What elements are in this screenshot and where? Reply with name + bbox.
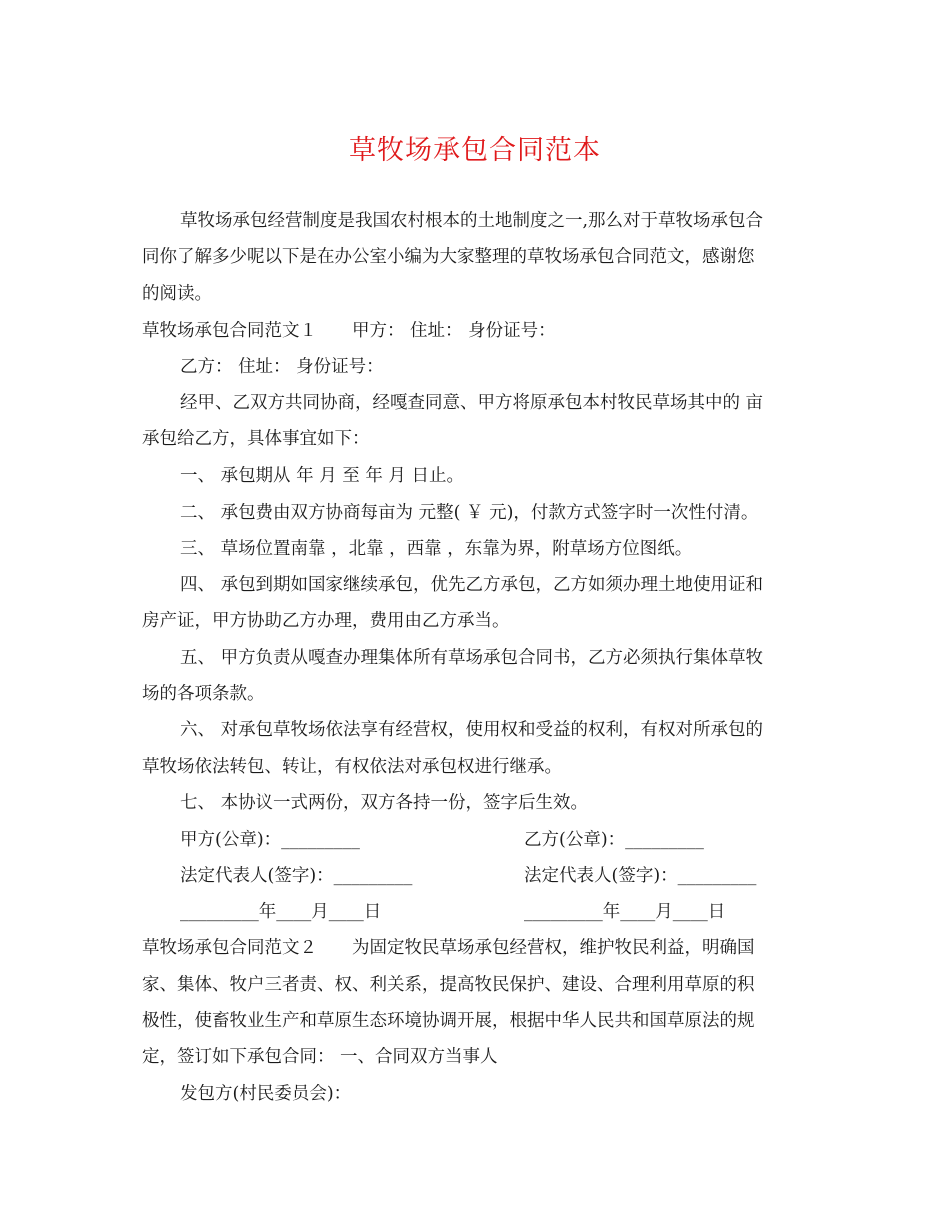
section2-line: 发包方(村民委员会)： [180, 1084, 352, 1104]
section1-heading: 草牧场承包合同范文１ 甲方： 住址： 身份证号： [142, 321, 556, 341]
paragraph-line: 经甲、乙双方共同协商，经嘎查同意、甲方将原承包本村牧民草场其中的 亩 [180, 393, 764, 413]
party-b-representative: 法定代表人(签字)：_________ [524, 866, 757, 886]
party-b-date: _________年____月____日 [524, 902, 726, 922]
party-a-representative: 法定代表人(签字)：_________ [180, 866, 413, 886]
party-a-date: _________年____月____日 [180, 902, 382, 922]
party-b-line: 乙方： 住址： 身份证号： [180, 357, 384, 377]
party-b-seal: 乙方(公章)：_________ [524, 830, 704, 850]
section2-line: 定，签订如下承包合同： 一、合同双方当事人 [142, 1047, 498, 1067]
clause-item: 六、 对承包草牧场依法享有经营权，使用权和受益的权利，有权对所承包的 [180, 720, 764, 740]
section2-line: 家、集体、牧户三者责、权、利关系，提高牧民保护、建设、合理利用草原的积 [142, 975, 755, 995]
intro-line: 草牧场承包经营制度是我国农村根本的土地制度之一,那么对于草牧场承包合 [180, 211, 764, 231]
clause-item: 五、 甲方负责从嘎查办理集体所有草场承包合同书，乙方必须执行集体草牧 [180, 648, 764, 668]
clause-item: 七、 本协议一式两份，双方各持一份，签字后生效。 [180, 793, 589, 813]
paragraph-line: 承包给乙方，具体事宜如下： [142, 429, 370, 449]
document-title: 草牧场承包合同范本 [349, 135, 601, 166]
clause-item: 房产证，甲方协助乙方办理，费用由乙方承当。 [142, 611, 510, 631]
clause-item: 二、 承包费由双方协商每亩为 元整( ￥ 元)，付款方式签字时一次性付清。 [180, 503, 759, 523]
clause-item: 三、 草场位置南靠 ，北靠 ，西靠 ，东靠为界，附草场方位图纸。 [180, 539, 693, 559]
party-a-seal: 甲方(公章)：_________ [180, 830, 360, 850]
clause-item: 四、 承包到期如国家继续承包，优先乙方承包，乙方如须办理土地使用证和 [180, 575, 764, 595]
intro-line: 同你了解多少呢以下是在办公室小编为大家整理的草牧场承包合同范文，感谢您 [142, 247, 755, 267]
clause-item: 一、 承包期从 年 月 至 年 月 日止。 [180, 466, 464, 486]
section2-line: 草牧场承包合同范文２ 为固定牧民草场承包经营权，维护牧民利益，明确国 [142, 938, 755, 958]
intro-line: 的阅读。 [142, 284, 212, 304]
clause-item: 场的各项条款。 [142, 684, 265, 704]
clause-item: 草牧场依法转包、转让，有权依法对承包权进行继承。 [142, 757, 562, 777]
section2-line: 极性，使畜牧业生产和草原生态环境协调开展，根据中华人民共和国草原法的规 [142, 1011, 755, 1031]
